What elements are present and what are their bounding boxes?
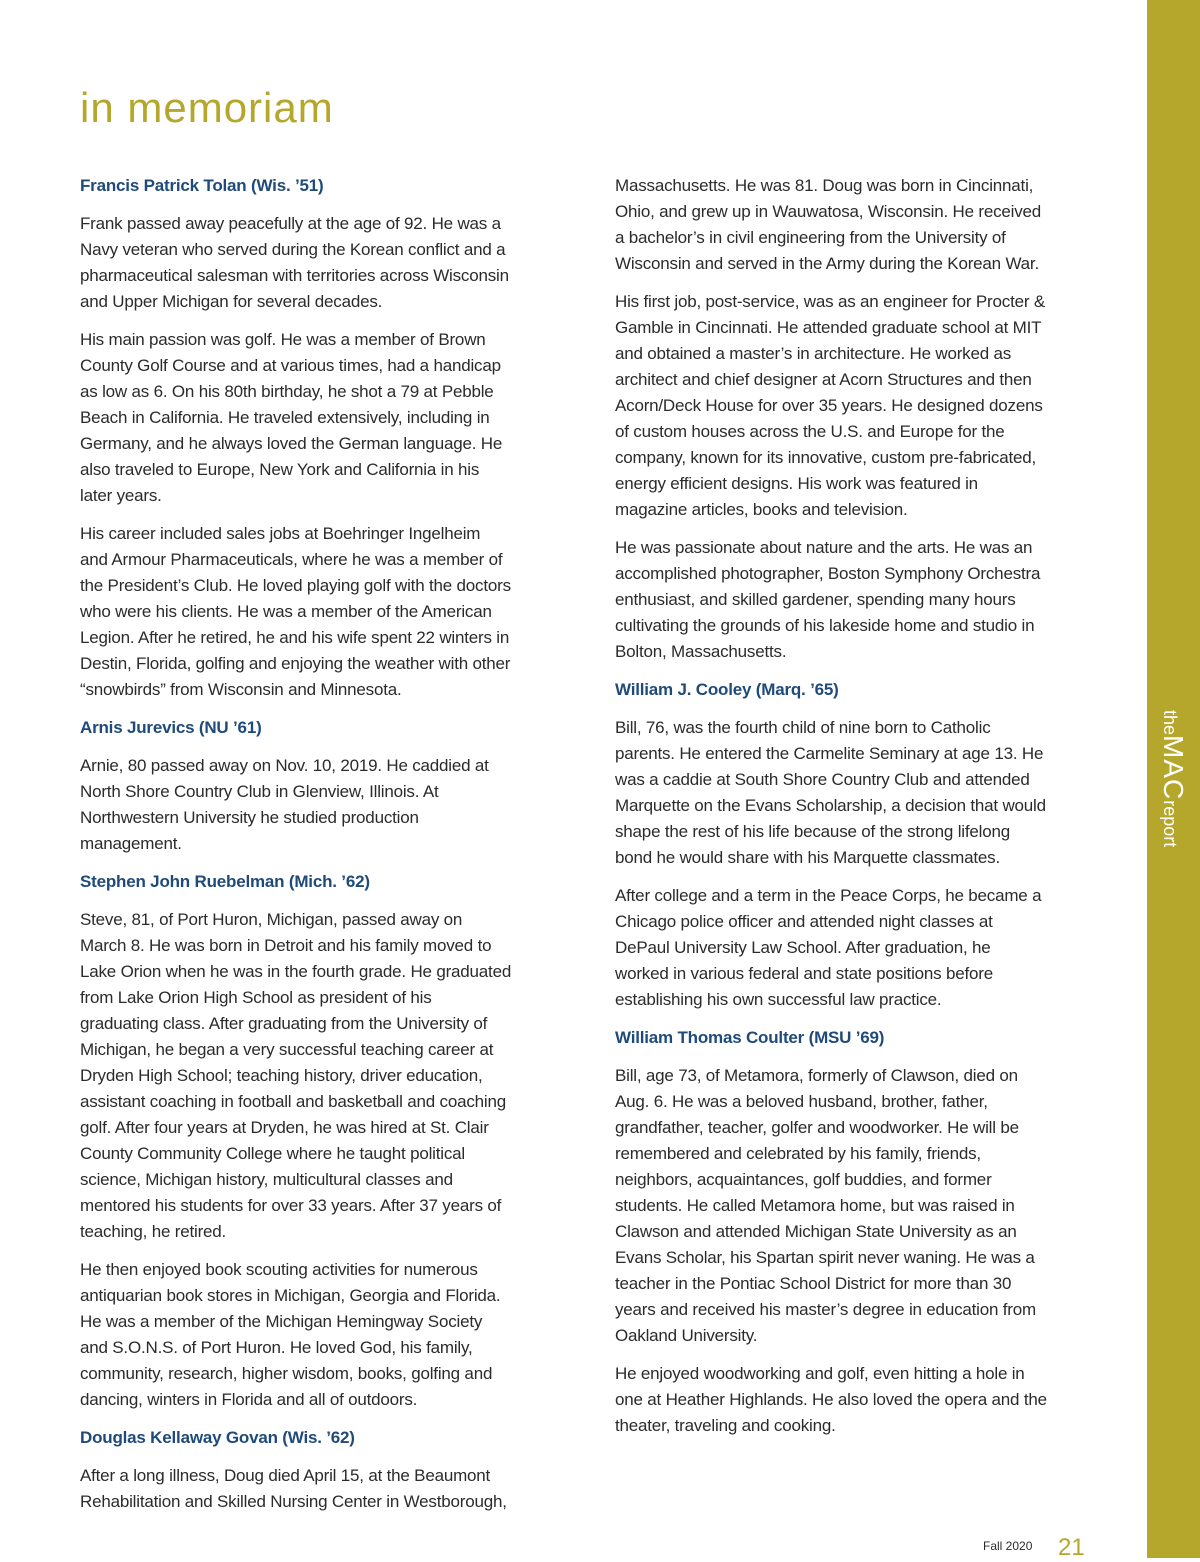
entry-paragraph: Bill, 76, was the fourth child of nine born to Catholic parents. He entered the Carmelite Seminary at age 13. He was a caddie at South Shore Country Club and attended Marquette on the Evans Scholarship, a decision that would shape the rest of his life because of the strong lifelong bond he would share with his Marquette classmates. <box>615 718 1046 867</box>
entry-paragraph: Steve, 81, of Port Huron, Michigan, passed away on March 8. He was born in Detroit and his family moved to Lake Orion when he was in the fourth grade. He graduated from Lake Orion High School as president of his graduating class. After graduating from the University of Michigan, he began a very successful teaching career at Dryden High School; teaching history, driver education, assistant coaching in football and basketball and coaching golf. After four years at Dryden, he was hired at St. Clair County Community College where he taught political science, Michigan history, multicultural classes and mentored his students for over 33 years. After 37 years of teaching, he retired. <box>80 910 512 1241</box>
entry-name: William Thomas Coulter (MSU ’69) <box>615 1028 885 1047</box>
brand-suffix: report <box>1160 800 1180 848</box>
left-column <box>80 173 512 1527</box>
entry-name: Arnis Jurevics (NU ’61) <box>80 718 262 737</box>
entry-name: Douglas Kellaway Govan (Wis. ’62) <box>80 1428 355 1447</box>
right-column <box>615 173 1047 1451</box>
entry-paragraph: His main passion was golf. He was a member of Brown County Golf Course and at various times, had a handicap as low as 6. On his 80th birthday, he shot a 79 at Pebble Beach in California. He traveled extensively, including in Germany, and he always loved the German language. He also traveled to Europe, New York and California in his later years. <box>80 330 503 505</box>
entry-paragraph: He then enjoyed book scouting activities for numerous antiquarian book stores in Michigan, Georgia and Florida. He was a member of the Michigan Hemingway Society and S.O.N.S. of Port Huron. He loved God, his family, community, research, higher wisdom, books, golfing and dancing, winters in Florida and all of outdoors. <box>80 1260 501 1409</box>
entry-name: Francis Patrick Tolan (Wis. ’51) <box>80 176 324 195</box>
entry-paragraph: After a long illness, Doug died April 15, at the Beaumont Rehabilitation and Skilled Nursing Center in Westborough, <box>80 1466 507 1511</box>
entry-paragraph: He was passionate about nature and the arts. He was an accomplished photographer, Boston Symphony Orchestra enthusiast, and skilled gardener, spending many hours cultivating the grounds of his lakeside home and studio in Bolton, Massachusetts. <box>615 538 1041 661</box>
entry-paragraph: Frank passed away peacefully at the age of 92. He was a Navy veteran who served during the Korean conflict and a pharmaceutical salesman with territories across Wisconsin and Upper Michigan for several decades. <box>80 214 509 311</box>
entry-name: Stephen John Ruebelman (Mich. ’62) <box>80 872 370 891</box>
entry-name: William J. Cooley (Marq. ’65) <box>615 680 839 699</box>
issue-label: Fall 2020 <box>983 1539 1033 1553</box>
entry-paragraph: His career included sales jobs at Boehringer Ingelheim and Armour Pharmaceuticals, where he was a member of the President’s Club. He loved playing golf with the doctors who were his clients. He was a member of the American Legion. After he retired, he and his wife spent 22 winters in Destin, Florida, golfing and enjoying the weather with other “snowbirds” from Wisconsin and Minnesota. <box>80 524 511 699</box>
entry-paragraph: His first job, post-service, was as an engineer for Procter & Gamble in Cincinnati. He attended graduate school at MIT and obtained a master’s in architecture. He worked as architect and chief designer at Acorn Structures and then Acorn/Deck House for over 35 years. He designed dozens of custom houses across the U.S. and Europe for the company, known for its innovative, custom pre-fabricated, energy efficient designs. His work was featured in magazine articles, books and television. <box>615 292 1045 519</box>
entry-paragraph: After college and a term in the Peace Corps, he became a Chicago police officer and attended night classes at DePaul University Law School. After graduation, he worked in various federal and state positions before establishing his own successful law practice. <box>615 886 1042 1009</box>
entry-paragraph: Arnie, 80 passed away on Nov. 10, 2019. He caddied at North Shore Country Club in Glenview, Illinois. At Northwestern University he studied production management. <box>80 756 489 853</box>
page-number: 21 <box>1058 1534 1085 1561</box>
page-title: in memoriam <box>80 84 334 131</box>
entry-paragraph: He enjoyed woodworking and golf, even hitting a hole in one at Heather Highlands. He also loved the opera and the theater, traveling and cooking. <box>615 1364 1047 1435</box>
brand-logo <box>1148 710 1198 850</box>
entry-paragraph: Massachusetts. He was 81. Doug was born in Cincinnati, Ohio, and grew up in Wauwatosa, Wisconsin. He received a bachelor’s in civil engineering from the University of Wisconsin and served in the Army during the Korean War. <box>615 176 1042 273</box>
brand-main: MAC <box>1158 735 1189 801</box>
brand-prefix: the <box>1160 710 1180 736</box>
entry-paragraph: Bill, age 73, of Metamora, formerly of Clawson, died on Aug. 6. He was a beloved husband, brother, father, grandfather, teacher, golfer and woodworker. He will be remembered and celebrated by his family, friends, neighbors, acquaintances, golf buddies, and former students. He called Metamora home, but was raised in Clawson and attended Michigan State University as an Evans Scholar, his Spartan spirit never waning. He was a teacher in the Pontiac School District for more than 30 years and received his master’s degree in education from Oakland University. <box>615 1066 1036 1345</box>
